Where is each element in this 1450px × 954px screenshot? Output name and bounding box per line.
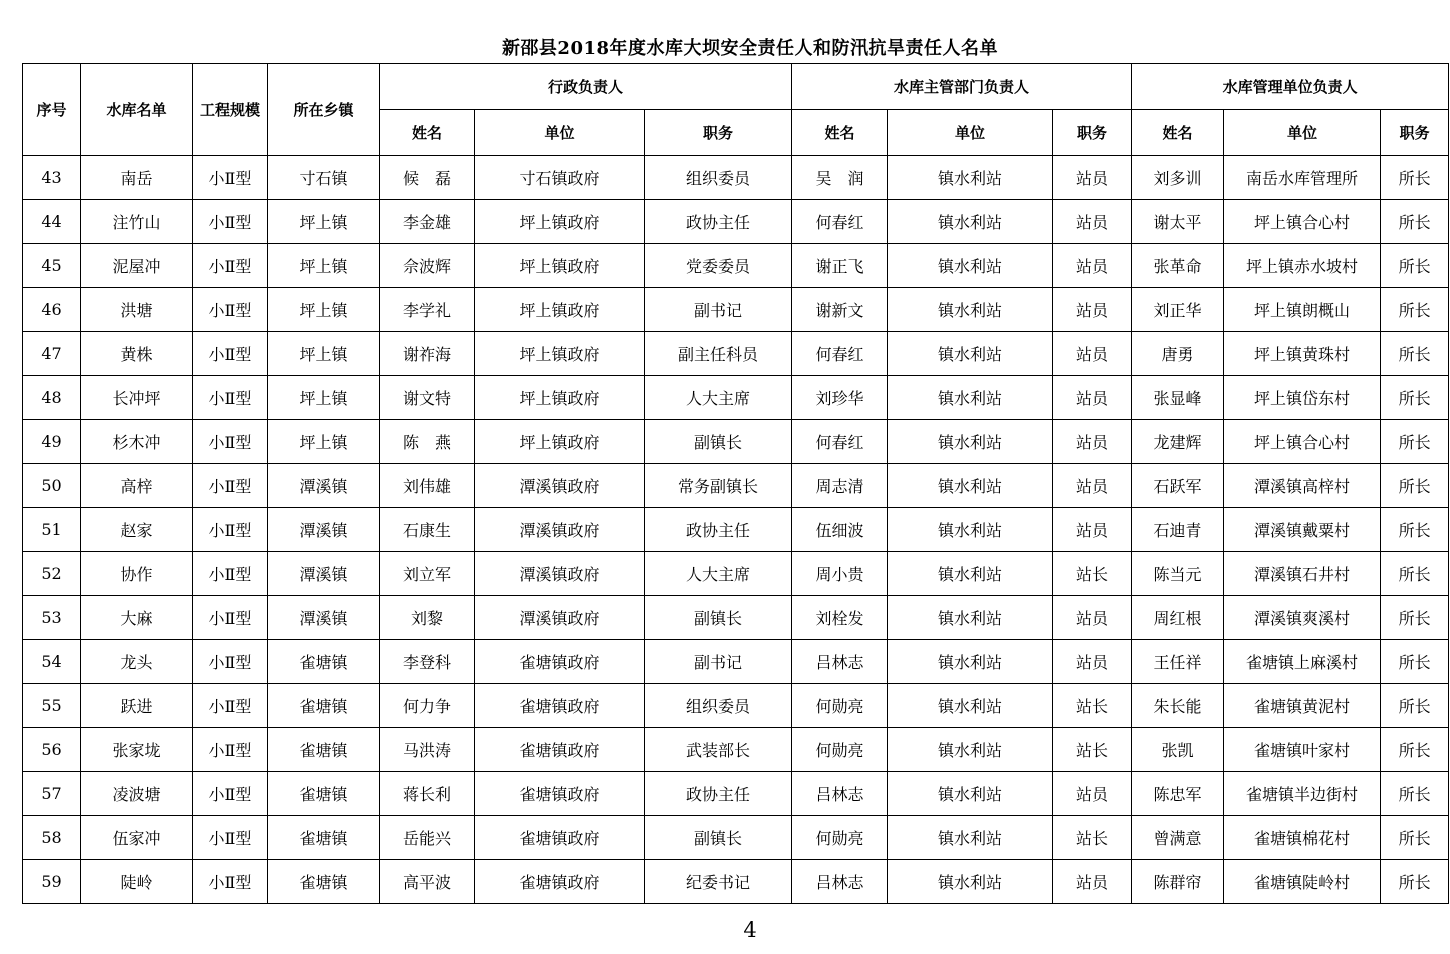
- cell-dept-name: 吴 润: [792, 156, 888, 200]
- cell-seq: 55: [23, 684, 81, 728]
- cell-admin-unit: 雀塘镇政府: [475, 772, 645, 816]
- cell-dept-position: 站员: [1053, 288, 1132, 332]
- cell-dept-unit: 镇水利站: [888, 332, 1053, 376]
- cell-admin-position: 党委委员: [645, 244, 792, 288]
- cell-dept-position: 站员: [1053, 640, 1132, 684]
- cell-scale: 小Ⅱ型: [193, 420, 268, 464]
- cell-dept-position: 站员: [1053, 596, 1132, 640]
- cell-mgmt-name: 石跃军: [1132, 464, 1224, 508]
- cell-mgmt-unit: 雀塘镇陡岭村: [1224, 860, 1381, 904]
- cell-dept-position: 站员: [1053, 244, 1132, 288]
- cell-dept-position: 站员: [1053, 200, 1132, 244]
- cell-admin-name: 岳能兴: [380, 816, 475, 860]
- cell-mgmt-name: 陈群帘: [1132, 860, 1224, 904]
- table-row: [23, 244, 1449, 288]
- cell-admin-unit: 寸石镇政府: [475, 156, 645, 200]
- cell-mgmt-position: 所长: [1381, 464, 1449, 508]
- cell-dept-unit: 镇水利站: [888, 772, 1053, 816]
- cell-admin-unit: 坪上镇政府: [475, 376, 645, 420]
- header-seq: 序号: [23, 64, 81, 156]
- cell-dept-unit: 镇水利站: [888, 244, 1053, 288]
- cell-dept-name: 何勋亮: [792, 684, 888, 728]
- cell-mgmt-unit: 雀塘镇上麻溪村: [1224, 640, 1381, 684]
- cell-mgmt-name: 龙建辉: [1132, 420, 1224, 464]
- table-row: [23, 376, 1449, 420]
- cell-reservoir: 赵家: [81, 508, 193, 552]
- cell-mgmt-name: 唐勇: [1132, 332, 1224, 376]
- cell-mgmt-position: 所长: [1381, 420, 1449, 464]
- cell-mgmt-unit: 雀塘镇黄泥村: [1224, 684, 1381, 728]
- cell-seq: 50: [23, 464, 81, 508]
- cell-dept-unit: 镇水利站: [888, 508, 1053, 552]
- cell-township: 坪上镇: [268, 376, 380, 420]
- cell-dept-unit: 镇水利站: [888, 376, 1053, 420]
- cell-dept-position: 站员: [1053, 464, 1132, 508]
- cell-dept-position: 站长: [1053, 728, 1132, 772]
- cell-admin-name: 刘黎: [380, 596, 475, 640]
- cell-reservoir: 张家垅: [81, 728, 193, 772]
- cell-admin-position: 常务副镇长: [645, 464, 792, 508]
- cell-township: 坪上镇: [268, 244, 380, 288]
- cell-admin-unit: 雀塘镇政府: [475, 860, 645, 904]
- cell-mgmt-position: 所长: [1381, 772, 1449, 816]
- cell-township: 雀塘镇: [268, 816, 380, 860]
- cell-admin-name: 谢祚海: [380, 332, 475, 376]
- cell-scale: 小Ⅱ型: [193, 552, 268, 596]
- cell-dept-unit: 镇水利站: [888, 552, 1053, 596]
- cell-admin-position: 纪委书记: [645, 860, 792, 904]
- cell-admin-unit: 潭溪镇政府: [475, 552, 645, 596]
- header-mgmt-position: 职务: [1381, 110, 1449, 156]
- table-row: [23, 420, 1449, 464]
- cell-admin-position: 副镇长: [645, 816, 792, 860]
- cell-reservoir: 协作: [81, 552, 193, 596]
- cell-dept-position: 站员: [1053, 772, 1132, 816]
- cell-reservoir: 南岳: [81, 156, 193, 200]
- cell-seq: 44: [23, 200, 81, 244]
- cell-admin-position: 副镇长: [645, 596, 792, 640]
- cell-reservoir: 大麻: [81, 596, 193, 640]
- cell-mgmt-position: 所长: [1381, 332, 1449, 376]
- cell-seq: 51: [23, 508, 81, 552]
- cell-reservoir: 伍家冲: [81, 816, 193, 860]
- header-scale: 工程规模: [193, 64, 268, 156]
- cell-dept-unit: 镇水利站: [888, 200, 1053, 244]
- document-title: 新邵县2018年度水库大坝安全责任人和防汛抗旱责任人名单: [501, 38, 999, 59]
- cell-dept-name: 刘栓发: [792, 596, 888, 640]
- cell-mgmt-position: 所长: [1381, 552, 1449, 596]
- cell-admin-unit: 坪上镇政府: [475, 244, 645, 288]
- cell-dept-name: 谢新文: [792, 288, 888, 332]
- cell-mgmt-name: 朱长能: [1132, 684, 1224, 728]
- cell-scale: 小Ⅱ型: [193, 244, 268, 288]
- cell-admin-name: 石康生: [380, 508, 475, 552]
- cell-mgmt-name: 张凯: [1132, 728, 1224, 772]
- cell-seq: 48: [23, 376, 81, 420]
- cell-mgmt-unit: 坪上镇黄珠村: [1224, 332, 1381, 376]
- header-dept-position: 职务: [1053, 110, 1132, 156]
- cell-reservoir: 注竹山: [81, 200, 193, 244]
- cell-admin-name: 李金雄: [380, 200, 475, 244]
- cell-admin-position: 组织委员: [645, 156, 792, 200]
- cell-admin-unit: 雀塘镇政府: [475, 684, 645, 728]
- table-row: [23, 860, 1449, 904]
- cell-dept-position: 站员: [1053, 420, 1132, 464]
- cell-scale: 小Ⅱ型: [193, 200, 268, 244]
- cell-mgmt-unit: 坪上镇合心村: [1224, 200, 1381, 244]
- cell-dept-name: 何春红: [792, 200, 888, 244]
- cell-reservoir: 高梓: [81, 464, 193, 508]
- cell-reservoir: 黄株: [81, 332, 193, 376]
- cell-seq: 59: [23, 860, 81, 904]
- cell-mgmt-position: 所长: [1381, 816, 1449, 860]
- cell-mgmt-name: 陈忠军: [1132, 772, 1224, 816]
- cell-mgmt-position: 所长: [1381, 640, 1449, 684]
- cell-admin-position: 副主任科员: [645, 332, 792, 376]
- cell-admin-unit: 潭溪镇政府: [475, 596, 645, 640]
- cell-mgmt-position: 所长: [1381, 728, 1449, 772]
- cell-scale: 小Ⅱ型: [193, 684, 268, 728]
- cell-mgmt-position: 所长: [1381, 596, 1449, 640]
- cell-dept-name: 何勋亮: [792, 816, 888, 860]
- cell-admin-unit: 潭溪镇政府: [475, 508, 645, 552]
- cell-admin-name: 李学礼: [380, 288, 475, 332]
- table-row: [23, 332, 1449, 376]
- cell-dept-unit: 镇水利站: [888, 288, 1053, 332]
- cell-admin-unit: 坪上镇政府: [475, 420, 645, 464]
- cell-mgmt-unit: 潭溪镇戴粟村: [1224, 508, 1381, 552]
- cell-seq: 49: [23, 420, 81, 464]
- cell-dept-name: 刘珍华: [792, 376, 888, 420]
- cell-dept-position: 站员: [1053, 332, 1132, 376]
- cell-township: 潭溪镇: [268, 464, 380, 508]
- cell-admin-position: 副书记: [645, 288, 792, 332]
- header-admin-unit: 单位: [475, 110, 645, 156]
- cell-dept-name: 何春红: [792, 332, 888, 376]
- table-row: [23, 288, 1449, 332]
- cell-admin-unit: 雀塘镇政府: [475, 816, 645, 860]
- cell-mgmt-name: 石迪青: [1132, 508, 1224, 552]
- cell-township: 雀塘镇: [268, 728, 380, 772]
- cell-admin-name: 刘立军: [380, 552, 475, 596]
- cell-dept-name: 周志清: [792, 464, 888, 508]
- cell-admin-position: 政协主任: [645, 772, 792, 816]
- cell-scale: 小Ⅱ型: [193, 596, 268, 640]
- cell-scale: 小Ⅱ型: [193, 816, 268, 860]
- table-row: [23, 728, 1449, 772]
- cell-township: 坪上镇: [268, 332, 380, 376]
- page-number: 4: [743, 918, 757, 942]
- header-mgmt-name: 姓名: [1132, 110, 1224, 156]
- table-row: [23, 772, 1449, 816]
- cell-mgmt-name: 刘多训: [1132, 156, 1224, 200]
- cell-admin-name: 谢文特: [380, 376, 475, 420]
- table-body: [23, 156, 1449, 904]
- cell-township: 雀塘镇: [268, 640, 380, 684]
- cell-mgmt-unit: 潭溪镇石井村: [1224, 552, 1381, 596]
- cell-dept-unit: 镇水利站: [888, 420, 1053, 464]
- cell-reservoir: 凌波塘: [81, 772, 193, 816]
- cell-seq: 57: [23, 772, 81, 816]
- cell-mgmt-unit: 坪上镇朗概山: [1224, 288, 1381, 332]
- cell-admin-name: 刘伟雄: [380, 464, 475, 508]
- cell-township: 潭溪镇: [268, 596, 380, 640]
- cell-admin-unit: 雀塘镇政府: [475, 728, 645, 772]
- cell-scale: 小Ⅱ型: [193, 288, 268, 332]
- cell-dept-unit: 镇水利站: [888, 860, 1053, 904]
- cell-mgmt-name: 张显峰: [1132, 376, 1224, 420]
- cell-admin-name: 李登科: [380, 640, 475, 684]
- table-row: [23, 640, 1449, 684]
- cell-mgmt-name: 张革命: [1132, 244, 1224, 288]
- cell-dept-name: 吕林志: [792, 772, 888, 816]
- cell-mgmt-unit: 潭溪镇高梓村: [1224, 464, 1381, 508]
- cell-mgmt-unit: 潭溪镇爽溪村: [1224, 596, 1381, 640]
- cell-dept-position: 站员: [1053, 156, 1132, 200]
- header-admin-position: 职务: [645, 110, 792, 156]
- cell-admin-position: 组织委员: [645, 684, 792, 728]
- cell-admin-name: 马洪涛: [380, 728, 475, 772]
- cell-mgmt-unit: 坪上镇赤水坡村: [1224, 244, 1381, 288]
- header-dept-name: 姓名: [792, 110, 888, 156]
- cell-mgmt-name: 刘正华: [1132, 288, 1224, 332]
- cell-reservoir: 陡岭: [81, 860, 193, 904]
- cell-dept-position: 站长: [1053, 816, 1132, 860]
- cell-scale: 小Ⅱ型: [193, 860, 268, 904]
- cell-dept-name: 周小贵: [792, 552, 888, 596]
- cell-dept-unit: 镇水利站: [888, 156, 1053, 200]
- header-admin-name: 姓名: [380, 110, 475, 156]
- cell-seq: 47: [23, 332, 81, 376]
- header-admin-group: 行政负责人: [380, 64, 792, 110]
- cell-admin-unit: 坪上镇政府: [475, 288, 645, 332]
- cell-mgmt-unit: 雀塘镇棉花村: [1224, 816, 1381, 860]
- cell-dept-position: 站员: [1053, 376, 1132, 420]
- cell-dept-name: 伍细波: [792, 508, 888, 552]
- header-mgmt-group: 水库管理单位负责人: [1132, 64, 1449, 110]
- cell-mgmt-unit: 坪上镇合心村: [1224, 420, 1381, 464]
- cell-reservoir: 长冲坪: [81, 376, 193, 420]
- cell-mgmt-unit: 南岳水库管理所: [1224, 156, 1381, 200]
- cell-mgmt-name: 谢太平: [1132, 200, 1224, 244]
- cell-mgmt-position: 所长: [1381, 508, 1449, 552]
- cell-admin-position: 政协主任: [645, 200, 792, 244]
- cell-scale: 小Ⅱ型: [193, 772, 268, 816]
- cell-admin-position: 人大主席: [645, 552, 792, 596]
- cell-admin-unit: 雀塘镇政府: [475, 640, 645, 684]
- cell-dept-name: 何勋亮: [792, 728, 888, 772]
- cell-admin-name: 高平波: [380, 860, 475, 904]
- table-row: [23, 200, 1449, 244]
- table-row: [23, 816, 1449, 860]
- cell-dept-unit: 镇水利站: [888, 816, 1053, 860]
- cell-dept-position: 站长: [1053, 552, 1132, 596]
- cell-dept-unit: 镇水利站: [888, 464, 1053, 508]
- cell-dept-position: 站长: [1053, 684, 1132, 728]
- cell-reservoir: 杉木冲: [81, 420, 193, 464]
- cell-admin-unit: 坪上镇政府: [475, 332, 645, 376]
- cell-seq: 46: [23, 288, 81, 332]
- cell-admin-name: 蒋长利: [380, 772, 475, 816]
- header-dept-group: 水库主管部门负责人: [792, 64, 1132, 110]
- cell-mgmt-position: 所长: [1381, 156, 1449, 200]
- cell-scale: 小Ⅱ型: [193, 464, 268, 508]
- cell-mgmt-position: 所长: [1381, 376, 1449, 420]
- cell-mgmt-position: 所长: [1381, 684, 1449, 728]
- cell-township: 雀塘镇: [268, 684, 380, 728]
- cell-seq: 58: [23, 816, 81, 860]
- cell-scale: 小Ⅱ型: [193, 728, 268, 772]
- cell-township: 坪上镇: [268, 420, 380, 464]
- cell-township: 寸石镇: [268, 156, 380, 200]
- cell-township: 雀塘镇: [268, 772, 380, 816]
- cell-dept-position: 站员: [1053, 508, 1132, 552]
- cell-reservoir: 洪塘: [81, 288, 193, 332]
- cell-scale: 小Ⅱ型: [193, 376, 268, 420]
- cell-reservoir: 跃进: [81, 684, 193, 728]
- table-row: [23, 684, 1449, 728]
- cell-seq: 43: [23, 156, 81, 200]
- cell-seq: 53: [23, 596, 81, 640]
- cell-admin-position: 副书记: [645, 640, 792, 684]
- cell-seq: 45: [23, 244, 81, 288]
- cell-admin-position: 人大主席: [645, 376, 792, 420]
- table-row: [23, 464, 1449, 508]
- cell-scale: 小Ⅱ型: [193, 508, 268, 552]
- cell-mgmt-position: 所长: [1381, 288, 1449, 332]
- cell-admin-name: 何力争: [380, 684, 475, 728]
- cell-admin-name: 陈 燕: [380, 420, 475, 464]
- header-mgmt-unit: 单位: [1224, 110, 1381, 156]
- cell-dept-unit: 镇水利站: [888, 640, 1053, 684]
- table-row: [23, 552, 1449, 596]
- table-row: [23, 156, 1449, 200]
- cell-mgmt-position: 所长: [1381, 244, 1449, 288]
- cell-reservoir: 龙头: [81, 640, 193, 684]
- cell-township: 潭溪镇: [268, 552, 380, 596]
- cell-seq: 54: [23, 640, 81, 684]
- cell-mgmt-name: 周红根: [1132, 596, 1224, 640]
- cell-township: 雀塘镇: [268, 860, 380, 904]
- cell-scale: 小Ⅱ型: [193, 640, 268, 684]
- cell-township: 潭溪镇: [268, 508, 380, 552]
- cell-seq: 52: [23, 552, 81, 596]
- table-row: [23, 596, 1449, 640]
- cell-mgmt-unit: 雀塘镇半边街村: [1224, 772, 1381, 816]
- responsibility-table: [22, 63, 1449, 904]
- cell-dept-unit: 镇水利站: [888, 684, 1053, 728]
- cell-mgmt-name: 王任祥: [1132, 640, 1224, 684]
- header-dept-unit: 单位: [888, 110, 1053, 156]
- cell-mgmt-unit: 雀塘镇叶家村: [1224, 728, 1381, 772]
- cell-reservoir: 泥屋冲: [81, 244, 193, 288]
- cell-township: 坪上镇: [268, 288, 380, 332]
- cell-admin-name: 佘波辉: [380, 244, 475, 288]
- cell-dept-name: 吕林志: [792, 640, 888, 684]
- cell-admin-unit: 潭溪镇政府: [475, 464, 645, 508]
- cell-scale: 小Ⅱ型: [193, 332, 268, 376]
- table-row: [23, 508, 1449, 552]
- cell-dept-name: 谢正飞: [792, 244, 888, 288]
- cell-admin-position: 副镇长: [645, 420, 792, 464]
- cell-dept-position: 站员: [1053, 860, 1132, 904]
- cell-admin-position: 武装部长: [645, 728, 792, 772]
- cell-mgmt-unit: 坪上镇岱东村: [1224, 376, 1381, 420]
- cell-mgmt-position: 所长: [1381, 200, 1449, 244]
- cell-dept-name: 吕林志: [792, 860, 888, 904]
- header-township: 所在乡镇: [268, 64, 380, 156]
- header-reservoir: 水库名单: [81, 64, 193, 156]
- cell-mgmt-name: 陈当元: [1132, 552, 1224, 596]
- cell-admin-name: 候 磊: [380, 156, 475, 200]
- cell-mgmt-name: 曾满意: [1132, 816, 1224, 860]
- cell-dept-name: 何春红: [792, 420, 888, 464]
- header-row-groups: [23, 64, 1449, 110]
- cell-scale: 小Ⅱ型: [193, 156, 268, 200]
- cell-mgmt-position: 所长: [1381, 860, 1449, 904]
- cell-dept-unit: 镇水利站: [888, 728, 1053, 772]
- cell-seq: 56: [23, 728, 81, 772]
- cell-admin-position: 政协主任: [645, 508, 792, 552]
- cell-admin-unit: 坪上镇政府: [475, 200, 645, 244]
- cell-township: 坪上镇: [268, 200, 380, 244]
- cell-dept-unit: 镇水利站: [888, 596, 1053, 640]
